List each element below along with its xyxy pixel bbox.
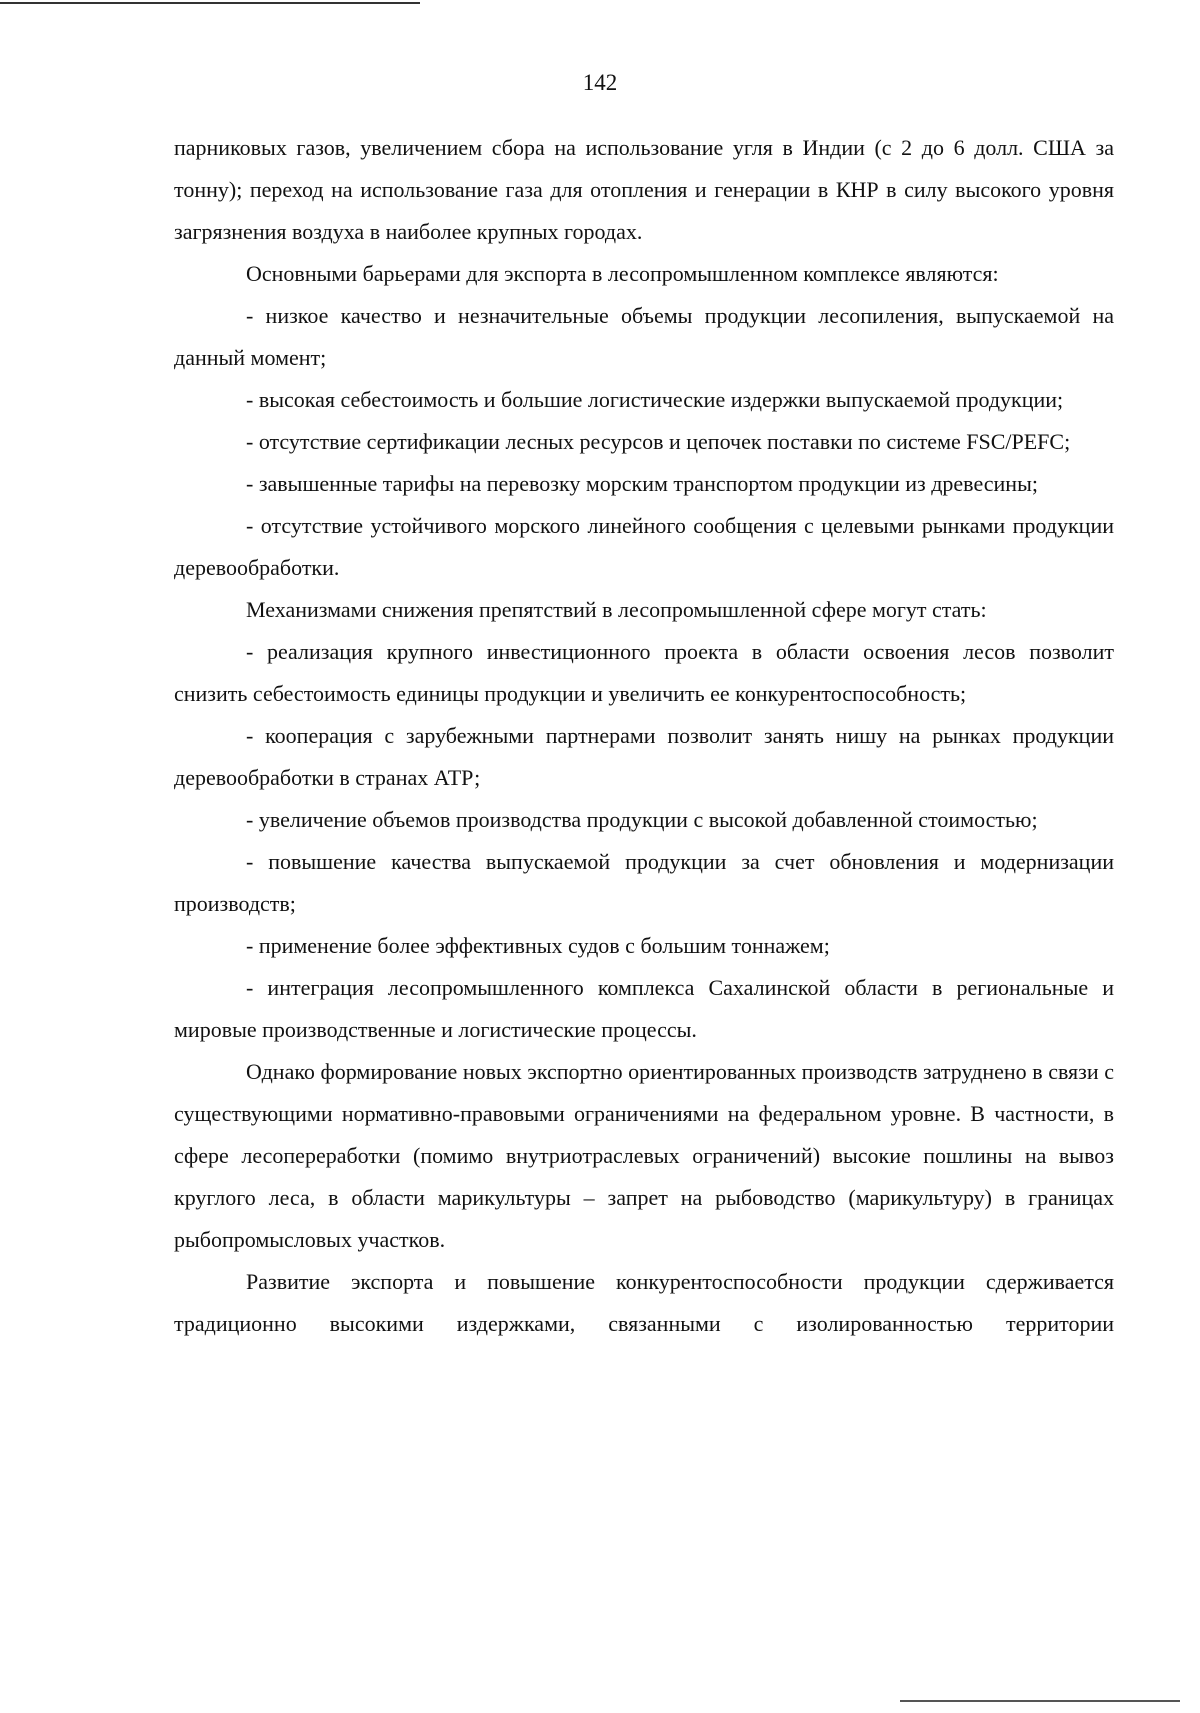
paragraph-1: парниковых газов, увеличением сбора на использование угля в Индии (с 2 до 6 долл. США за тонну); переход на использование газа для отопления и генерации в КНР в силу высокого уровня загрязнения воздуха в наиболее крупных городах. — [174, 135, 1114, 244]
list-item-mechanism-3: - увеличение объемов производства продукции с высокой добавленной стоимостью; — [246, 807, 1038, 832]
list-item-barrier-3: - отсутствие сертификации лесных ресурсов и цепочек поставки по системе FSC/PEFC; — [246, 429, 1071, 454]
list-item-barrier-2: - высокая себестоимость и большие логистические издержки выпускаемой продукции; — [246, 387, 1064, 412]
list-item-mechanism-5: - применение более эффективных судов с большим тоннажем; — [246, 933, 830, 958]
page-number: 142 — [582, 70, 618, 95]
list-item-barrier-4: - завышенные тарифы на перевозку морским транспортом продукции из древесины; — [246, 471, 1038, 496]
list-item-mechanism-4: - повышение качества выпускаемой продукции за счет обновления и модернизации производств; — [174, 849, 1114, 916]
scan-edge-line-top — [0, 2, 420, 4]
list-item-mechanism-1: - реализация крупного инвестиционного проекта в области освоения лесов позволит снизить себестоимость единицы продукции и увеличить ее конкурентоспособность; — [174, 639, 1114, 706]
paragraph-restrictions: Однако формирование новых экспортно ориентированных производств затруднено в связи с существующими нормативно-правовыми ограничениями на федеральном уровне. В частности, в сфере лесопереработки (помимо внутриотраслевых ограничений) высокие пошлины на вывоз круглого леса, в области марикультуры – запрет на рыбоводство (марикультуру) в границах рыбопромысловых участков. — [174, 1059, 1114, 1252]
list-item-mechanism-2: - кооперация с зарубежными партнерами позволит занять нишу на рынках продукции деревообработки в странах АТР; — [174, 723, 1114, 790]
document-body — [174, 127, 1114, 1345]
list-item-barrier-5: - отсутствие устойчивого морского линейного сообщения с целевыми рынками продукции деревообработки. — [174, 513, 1114, 580]
paragraph-export-development: Развитие экспорта и повышение конкурентоспособности продукции сдерживается традиционно высокими издержками, связанными с изолированностью территории — [174, 1269, 1114, 1336]
paragraph-mechanisms-intro: Механизмами снижения препятствий в лесопромышленной сфере могут стать: — [246, 597, 987, 622]
list-item-mechanism-6: - интеграция лесопромышленного комплекса Сахалинской области в региональные и мировые производственные и логистические процессы. — [174, 975, 1114, 1042]
list-item-barrier-1: - низкое качество и незначительные объемы продукции лесопиления, выпускаемой на данный момент; — [174, 303, 1114, 370]
scan-edge-line-bottom — [900, 1700, 1180, 1702]
paragraph-2: Основными барьерами для экспорта в лесопромышленном комплексе являются: — [246, 261, 999, 286]
